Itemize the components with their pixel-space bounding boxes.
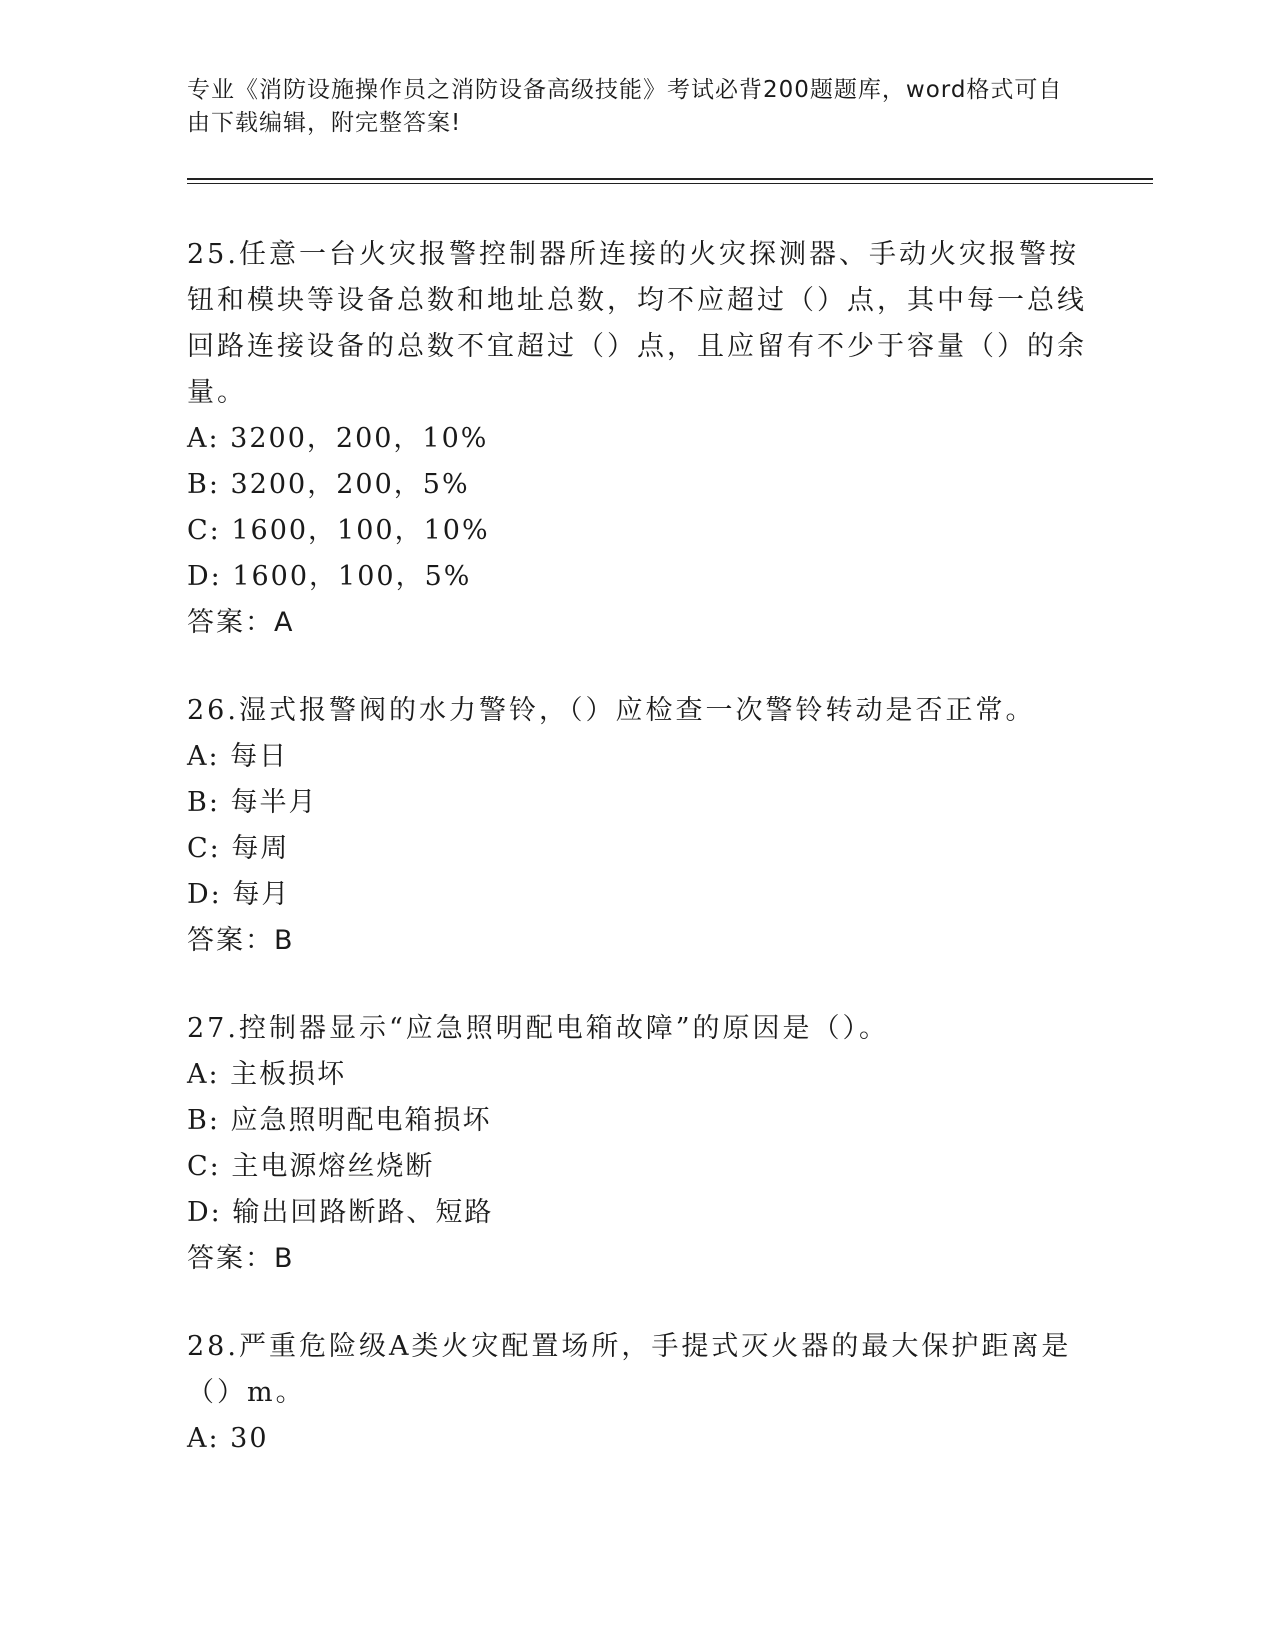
question-25 [187, 232, 1087, 646]
option-b: B: 每半月 [187, 787, 318, 818]
header-divider-thin [187, 183, 1153, 184]
question-list [187, 232, 1087, 1504]
option-d: D: 每月 [187, 879, 291, 910]
answer-label: 答案：B [187, 1243, 295, 1274]
question-stem: 27.控制器显示“应急照明配电箱故障”的原因是（）。 [187, 1013, 890, 1044]
option-c: C: 每周 [187, 833, 290, 864]
option-c: C: 1600，100，10% [187, 515, 490, 546]
question-stem: 26.湿式报警阀的水力警铃，（）应检查一次警铃转动是否正常。 [187, 695, 1036, 726]
option-a: A: 3200，200，10% [187, 423, 489, 454]
option-d: D: 输出回路断路、短路 [187, 1197, 494, 1228]
option-d: D: 1600，100，5% [187, 561, 472, 592]
question-26 [187, 688, 1087, 964]
question-28 [187, 1324, 1087, 1462]
option-c: C: 主电源熔丝烧断 [187, 1151, 435, 1182]
header-divider-thick [187, 178, 1153, 180]
answer-label: 答案：B [187, 925, 295, 956]
option-b: B: 应急照明配电箱损坏 [187, 1105, 492, 1136]
option-a: A: 30 [187, 1423, 269, 1454]
question-stem: 28.严重危险级A类火灾配置场所，手提式灭火器的最大保护距离是（）m。 [187, 1331, 1072, 1408]
answer-label: 答案：A [187, 607, 295, 638]
question-27 [187, 1006, 1087, 1282]
question-stem: 25.任意一台火灾报警控制器所连接的火灾探测器、手动火灾报警按钮和模块等设备总数和地址总数，均不应超过（）点，其中每一总线回路连接设备的总数不宜超过（）点，且应留有不少于容量（）的余量。 [187, 239, 1087, 408]
option-b: B: 3200，200，5% [187, 469, 470, 500]
document-header: 专业《消防设施操作员之消防设备高级技能》考试必背200题题库，word格式可自由下载编辑，附完整答案! [187, 77, 1063, 136]
option-a: A: 每日 [187, 741, 289, 772]
option-a: A: 主板损坏 [187, 1059, 347, 1090]
